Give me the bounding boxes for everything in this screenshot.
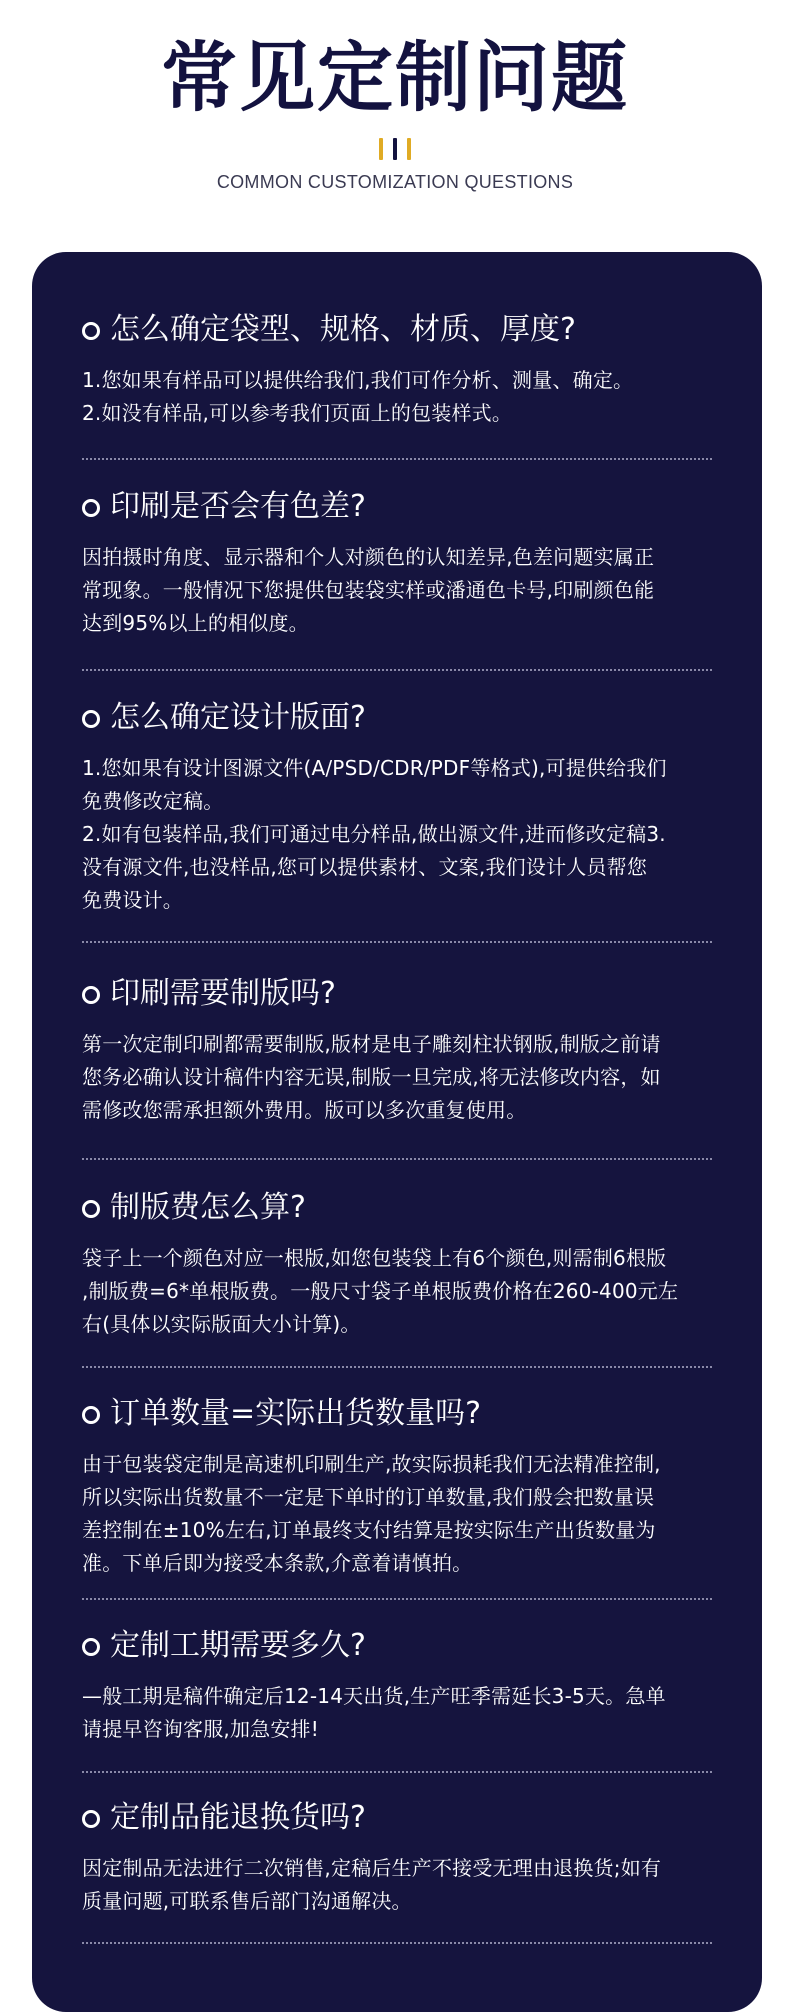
circle-bullet-icon (82, 1200, 100, 1218)
page-header (0, 0, 790, 250)
page-title: 常见定制问题 (161, 33, 629, 122)
faq-answer-line: 2.如有包装样品,我们可通过电分样品,做出源文件,进而修改定稿3. (82, 822, 666, 846)
faq-question-text: 订单数量=实际出货数量吗? (110, 1396, 482, 1431)
faq-answer (82, 752, 712, 917)
circle-bullet-icon (82, 322, 100, 340)
faq-question-text: 印刷需要制版吗? (110, 976, 336, 1011)
faq-question (82, 1190, 712, 1226)
faq-answer-line: ,制版费=6*单根版费。一般尺寸袋子单根版费价格在260-400元左 (82, 1279, 679, 1303)
faq-answer-line: 由于包装袋定制是高速机印刷生产,故实际损耗我们无法精准控制, (82, 1452, 661, 1476)
circle-bullet-icon (82, 986, 100, 1004)
circle-bullet-icon (82, 710, 100, 728)
dotted-divider (82, 669, 712, 671)
faq-item (82, 1190, 712, 1341)
faq-answer-line: 所以实际出货数量不一定是下单时的订单数量,我们般会把数量误 (82, 1485, 655, 1509)
faq-answer-line: 2.如没有样品,可以参考我们页面上的包装样式。 (82, 401, 513, 425)
faq-answer-line: 请提早咨询客服,加急安排! (82, 1717, 319, 1741)
decorative-bars (379, 138, 413, 160)
faq-answer-line: 准。下单后即为接受本条款,介意着请慎拍。 (82, 1551, 473, 1575)
faq-answer-line: —般工期是稿件确定后12-14天出货,生产旺季需延长3-5天。急单 (82, 1684, 666, 1708)
faq-answer-line: 1.您如果有样品可以提供给我们,我们可作分析、测量、确定。 (82, 368, 634, 392)
faq-item (82, 312, 712, 430)
faq-answer (82, 1242, 712, 1341)
faq-answer (82, 1448, 712, 1580)
faq-question (82, 489, 712, 525)
faq-answer (82, 364, 712, 430)
faq-answer (82, 541, 712, 640)
dotted-divider (82, 1771, 712, 1773)
faq-answer (82, 1028, 712, 1127)
faq-item (82, 489, 712, 640)
faq-answer-line: 1.您如果有设计图源文件(A/PSD/CDR/PDF等格式),可提供给我们 (82, 756, 667, 780)
faq-answer-line: 差控制在±10%左右,订单最终支付结算是按实际生产出货数量为 (82, 1518, 656, 1542)
circle-bullet-icon (82, 499, 100, 517)
faq-answer-line: 因定制品无法进行二次销售,定稿后生产不接受无理由退换货;如有 (82, 1856, 662, 1880)
faq-question-text: 印刷是否会有色差? (110, 489, 366, 524)
circle-bullet-icon (82, 1638, 100, 1656)
page-subtitle: COMMON CUSTOMIZATION QUESTIONS (216, 172, 574, 192)
faq-answer (82, 1680, 712, 1746)
faq-question (82, 1800, 712, 1836)
dotted-divider (82, 941, 712, 943)
circle-bullet-icon (82, 1406, 100, 1424)
faq-question (82, 976, 712, 1012)
faq-question (82, 1396, 712, 1432)
faq-item (82, 1396, 712, 1580)
faq-item (82, 700, 712, 917)
dotted-divider (82, 458, 712, 460)
faq-question-text: 怎么确定袋型、规格、材质、厚度? (110, 312, 576, 347)
faq-answer-line: 免费设计。 (82, 888, 183, 912)
faq-item (82, 976, 712, 1127)
faq-answer-line: 因拍摄时角度、显示器和个人对颜色的认知差异,色差问题实属正 (82, 545, 655, 569)
faq-answer-line: 第一次定制印刷都需要制版,版材是电子雕刻柱状钢版,制版之前请 (82, 1032, 661, 1056)
faq-item (82, 1628, 712, 1746)
accent-bar (393, 138, 397, 160)
faq-answer-line: 达到95%以上的相似度。 (82, 611, 309, 635)
faq-question-text: 怎么确定设计版面? (110, 700, 366, 735)
faq-question-text: 定制工期需要多久? (110, 1628, 366, 1663)
faq-answer-line: 需修改您需承担额外费用。版可以多次重复使用。 (82, 1098, 527, 1122)
faq-question (82, 1628, 712, 1664)
dotted-divider (82, 1942, 712, 1944)
dotted-divider (82, 1366, 712, 1368)
faq-answer-line: 质量问题,可联系售后部门沟通解决。 (82, 1889, 412, 1913)
accent-bar (379, 138, 383, 160)
circle-bullet-icon (82, 1810, 100, 1828)
faq-answer-line: 常现象。一般情况下您提供包装袋实样或潘通色卡号,印刷颜色能 (82, 578, 655, 602)
accent-bar (407, 138, 411, 160)
faq-answer-line: 袋子上一个颜色对应一根版,如您包装袋上有6个颜色,则需制6根版 (82, 1246, 667, 1270)
faq-item (82, 1800, 712, 1918)
faq-question (82, 700, 712, 736)
faq-answer-line: 右(具体以实际版面大小计算)。 (82, 1312, 361, 1336)
faq-question (82, 312, 712, 348)
faq-answer (82, 1852, 712, 1918)
faq-answer-line: 没有源文件,也没样品,您可以提供素材、文案,我们设计人员帮您 (82, 855, 648, 879)
faq-answer-line: 免费修改定稿。 (82, 789, 224, 813)
faq-question-text: 定制品能退换货吗? (110, 1800, 366, 1835)
dotted-divider (82, 1158, 712, 1160)
dotted-divider (82, 1598, 712, 1600)
faq-question-text: 制版费怎么算? (110, 1190, 306, 1225)
faq-answer-line: 您务必确认设计稿件内容无误,制版一旦完成,将无法修改内容，如 (82, 1065, 661, 1089)
